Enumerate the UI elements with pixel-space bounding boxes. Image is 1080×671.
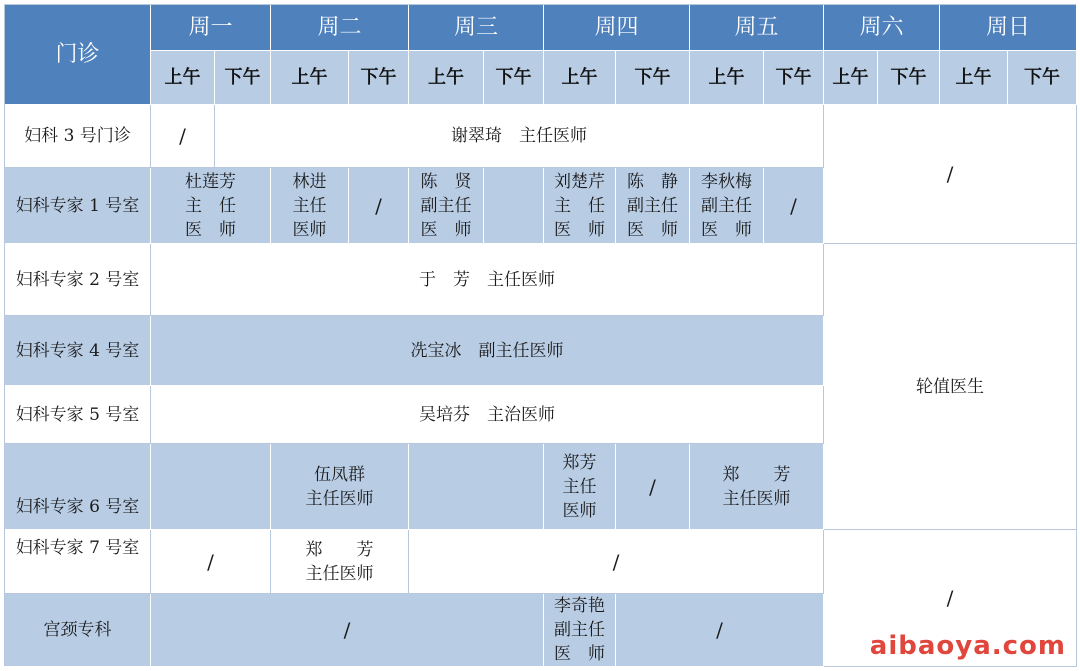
cell-r6-tue: [271, 444, 409, 530]
cell-weekend-bottom: /: [824, 530, 1077, 667]
am-header: 上午: [151, 51, 215, 105]
cell-r1-thu-am: [544, 168, 616, 244]
cell-r1-tue-am: [271, 168, 349, 244]
pm-header: 下午: [764, 51, 824, 105]
day-header-thu: 周四: [544, 5, 690, 51]
doctor-name: 郑芳: [562, 452, 597, 473]
pm-header: 下午: [1008, 51, 1077, 105]
pm-header: 下午: [878, 51, 940, 105]
clinic-schedule-table: [4, 4, 1076, 666]
cell-r5-span: 吴培芬 主治医师: [151, 386, 824, 444]
doctor-name: 伍凤群: [314, 464, 365, 485]
cell-weekend-top: /: [824, 105, 1077, 244]
day-header-fri: 周五: [690, 5, 824, 51]
cell-r6-fri: [690, 444, 824, 530]
doctor-name: 陈 静: [627, 171, 678, 192]
cell-r1-mon: [151, 168, 271, 244]
pm-header: 下午: [616, 51, 690, 105]
doctor-title: 医 师: [701, 219, 752, 240]
doctor-title: 主 任: [554, 195, 605, 216]
day-header-sun: 周日: [940, 5, 1077, 51]
am-header: 上午: [824, 51, 878, 105]
doctor-title: 医 师: [185, 219, 236, 240]
pm-header: 下午: [484, 51, 544, 105]
pm-header: 下午: [349, 51, 409, 105]
doctor-title: 主任: [562, 476, 597, 497]
cell-r7-mon: /: [151, 530, 271, 594]
doctor-title: 主任医师: [305, 563, 374, 584]
am-header: 上午: [271, 51, 349, 105]
cell-r6-wed: [409, 444, 544, 530]
am-header: 上午: [940, 51, 1008, 105]
cell-r6-thu-am: [544, 444, 616, 530]
cell-r6-thu-pm: /: [616, 444, 690, 530]
row-label-expert-4: 妇科专家 4 号室: [5, 316, 151, 386]
cell-weekend-rotation: 轮值医生: [824, 244, 1077, 530]
doctor-title: 主任医师: [722, 488, 791, 509]
doctor-title: 副主任: [554, 620, 605, 640]
doctor-name: 郑 芳: [722, 464, 791, 485]
doctor-name: 李奇艳: [554, 596, 605, 616]
doctor-title: 医 师: [554, 644, 605, 664]
cell-r6-mon: [151, 444, 271, 530]
doctor-title: 医 师: [627, 219, 678, 240]
row-label-expert-5: 妇科专家 5 号室: [5, 386, 151, 444]
doctor-name: 杜莲芳: [185, 171, 236, 192]
row-label-cervix: 宫颈专科: [5, 594, 151, 667]
doctor-title: 医 师: [554, 219, 605, 240]
row-label-expert-7: 妇科专家 7 号室: [5, 530, 151, 594]
cell-r7-rest: /: [409, 530, 824, 594]
cell-cervix-rest: /: [616, 594, 824, 667]
doctor-name: 李秋梅: [701, 171, 752, 192]
am-header: 上午: [544, 51, 616, 105]
doctor-title: 主任医师: [305, 488, 374, 509]
watermark-text: aibaoya.com: [869, 631, 1066, 661]
cell-r1-wed-pm: [484, 168, 544, 244]
cell-r1-tue-pm: /: [349, 168, 409, 244]
day-header-wed: 周三: [409, 5, 544, 51]
day-header-sat: 周六: [824, 5, 940, 51]
row-label-expert-1: 妇科专家 1 号室: [5, 168, 151, 244]
am-header: 上午: [690, 51, 764, 105]
cell-r1-fri-am: [690, 168, 764, 244]
cell-r3-span: 谢翠琦 主任医师: [215, 105, 824, 168]
doctor-name: 林进: [292, 171, 327, 192]
cell-r4-span: 冼宝冰 副主任医师: [151, 316, 824, 386]
day-header-tue: 周二: [271, 5, 409, 51]
cell-cervix-left: /: [151, 594, 544, 667]
row-label-expert-6: 妇科专家 6 号室: [5, 444, 151, 530]
row-label-gyn-clinic-3: 妇科 3 号门诊: [5, 105, 151, 168]
cell-r1-thu-pm: [616, 168, 690, 244]
cell-r1-fri-pm: /: [764, 168, 824, 244]
doctor-title: 医 师: [420, 219, 472, 240]
row-label-expert-2: 妇科专家 2 号室: [5, 244, 151, 316]
am-header: 上午: [409, 51, 484, 105]
doctor-name: 郑 芳: [305, 539, 374, 560]
cell-r2-span: 于 芳 主任医师: [151, 244, 824, 316]
doctor-title: 主 任: [185, 195, 236, 216]
cell-r3-mon-am: /: [151, 105, 215, 168]
cell-r1-wed-am: [409, 168, 484, 244]
cell-r7-tue: [271, 530, 409, 594]
doctor-name: 刘楚芹: [554, 171, 605, 192]
cell-cervix-thu-am: [544, 594, 616, 667]
doctor-title: 主任: [292, 195, 327, 216]
doctor-name: 陈 贤: [420, 171, 472, 192]
corner-header: 门诊: [5, 5, 151, 105]
doctor-title: 副主任: [627, 195, 678, 216]
doctor-title: 副主任: [420, 195, 472, 216]
day-header-mon: 周一: [151, 5, 271, 51]
doctor-title: 医师: [562, 500, 597, 521]
pm-header: 下午: [215, 51, 271, 105]
doctor-title: 副主任: [701, 195, 752, 216]
doctor-title: 医师: [292, 219, 327, 240]
